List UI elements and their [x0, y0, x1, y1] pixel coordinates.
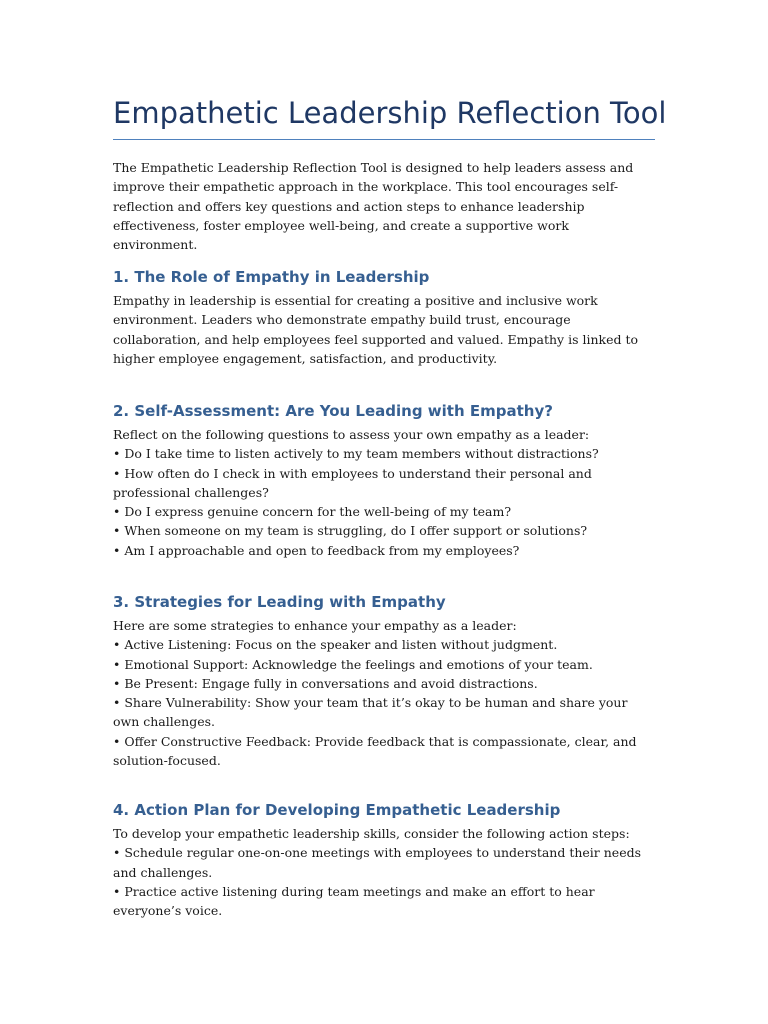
section-body	[113, 824, 655, 920]
section-strategies	[113, 592, 655, 770]
intro-paragraph: The Empathetic Leadership Reflection Tool is designed to help leaders assess and improve their empathetic approach in the workplace. This tool encourages self-reflection and offers key questions and action steps to enhance leadership effectiveness, foster employee well-being, and create a supportive work environment.	[113, 160, 634, 253]
section-heading: 4. Action Plan for Developing Empathetic Leadership	[113, 801, 561, 819]
section-body	[113, 616, 655, 770]
document-title: Empathetic Leadership Reflection Tool	[113, 96, 667, 130]
section-heading: 2. Self-Assessment: Are You Leading with Empathy?	[113, 402, 553, 420]
document-page	[113, 0, 667, 1024]
section-lead: Reflect on the following questions to assess your own empathy as a leader:	[113, 427, 590, 442]
section-lead: To develop your empathetic leadership skills, consider the following action steps:	[113, 826, 630, 841]
strategy-item: • Be Present: Engage fully in conversations and avoid distractions.	[113, 675, 538, 691]
strategy-item: • Share Vulnerability: Show your team that it’s okay to be human and share your own challenges.	[113, 695, 628, 730]
section-lead: Here are some strategies to enhance your empathy as a leader:	[113, 618, 517, 633]
section-self-assessment	[113, 401, 655, 560]
strategy-item: • Active Listening: Focus on the speaker and listen without judgment.	[113, 637, 558, 653]
section-action-plan	[113, 800, 655, 920]
strategy-item: • Emotional Support: Acknowledge the feelings and emotions of your team.	[113, 656, 593, 672]
question-item: • Am I approachable and open to feedback from my employees?	[113, 542, 520, 558]
section-heading: 1. The Role of Empathy in Leadership	[113, 268, 430, 286]
section-body: Empathy in leadership is essential for creating a positive and inclusive work environment. Leaders who demonstrate empathy build trust, encourage collaboration, and help employees feel supported and valued. Empathy is linked to higher employee engagement, satisfaction, and productivity.	[113, 293, 639, 366]
section-heading: 3. Strategies for Leading with Empathy	[113, 593, 446, 611]
action-item: • Practice active listening during team meetings and make an effort to hear everyone’s voice.	[113, 883, 595, 919]
section-body	[113, 425, 655, 560]
question-item: • How often do I check in with employees to understand their personal and professional challenges?	[113, 465, 592, 500]
question-item: • Do I take time to listen actively to my team members without distractions?	[113, 446, 599, 462]
question-item: • When someone on my team is struggling, do I offer support or solutions?	[113, 523, 588, 539]
title-underline	[113, 139, 655, 140]
action-item: • Schedule regular one-on-one meetings with employees to understand their needs and challenges.	[113, 845, 642, 880]
strategy-item: • Offer Constructive Feedback: Provide feedback that is compassionate, clear, and solution-focused.	[113, 733, 637, 769]
section-role-of-empathy	[113, 267, 655, 368]
question-item: • Do I express genuine concern for the well-being of my team?	[113, 504, 512, 520]
